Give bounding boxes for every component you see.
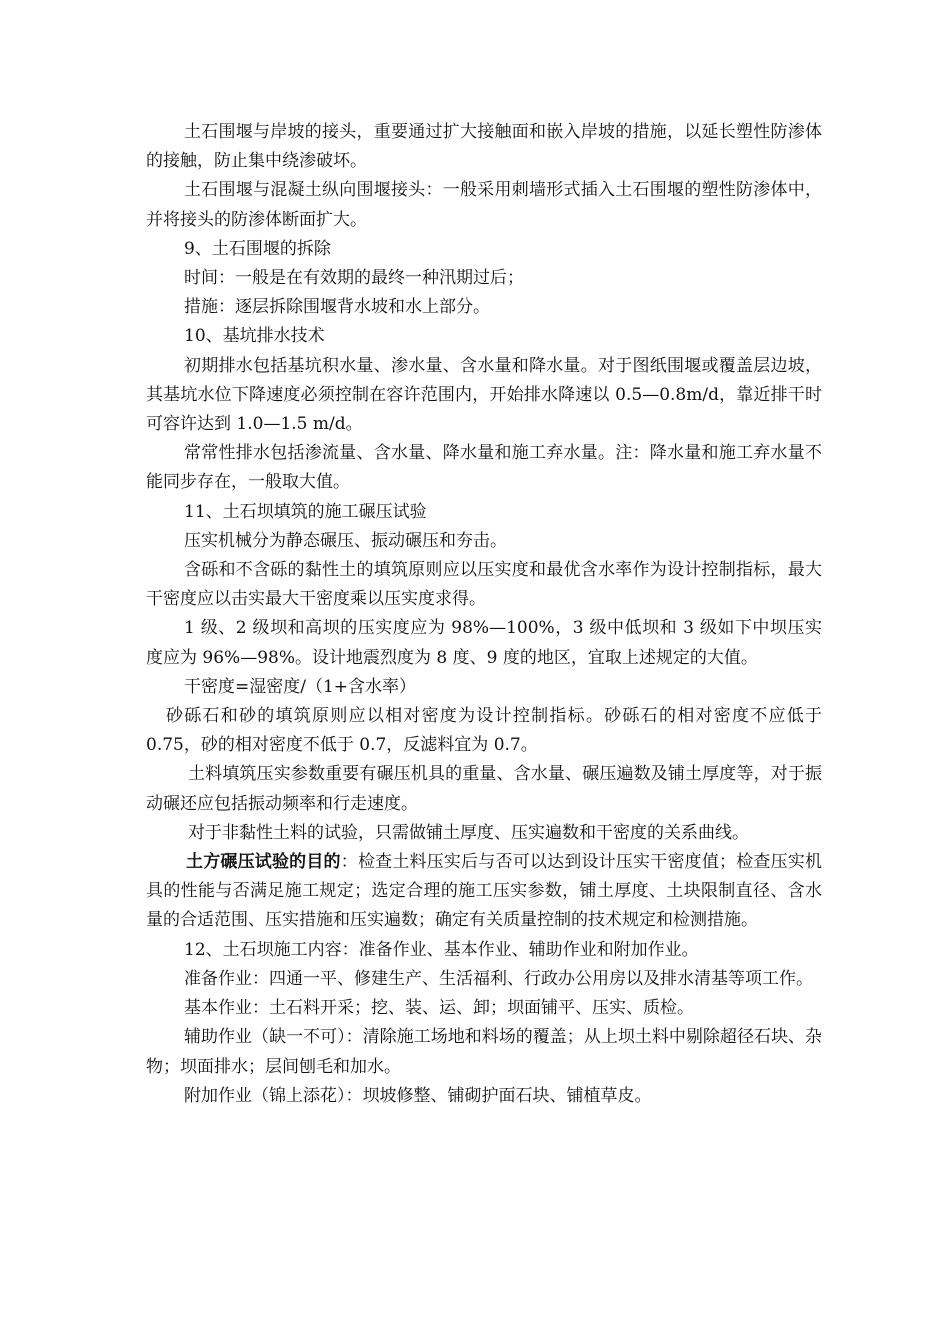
- paragraph: 附加作业（锦上添花）：坝坡修整、铺砌护面石块、铺植草皮。: [184, 1085, 652, 1106]
- section-heading: 11、土石坝填筑的施工碾压试验: [184, 501, 427, 522]
- paragraph: 准备作业：四通一平、修建生产、生活福利、行政办公用房以及排水清基等项工作。: [184, 968, 813, 989]
- paragraph: 1 级、2 级坝和高坝的压实度应为 98%—100%，3 级中低坝和 3 级如下中坝压实度应为 96%—98%。设计地震烈度为 8 度、9 度的地区，宜取上述规定的大值。: [146, 618, 822, 668]
- paragraph-test-purpose: [146, 848, 822, 936]
- paragraph: 初期排水包括基坑积水量、渗水量、含水量和降水量。对于图纸围堰或覆盖层边坡，其基坑水位下降速度必须控制在容许范围内，开始排水降速以 0.5—0.8m/d，靠近排干时可容许达到 1.0—1.5 m/d。: [146, 355, 822, 435]
- formula-line: 干密度=湿密度/（1+含水率）: [184, 676, 417, 697]
- paragraph: 基本作业：土石料开采；挖、装、运、卸；坝面铺平、压实、质检。: [184, 998, 694, 1019]
- paragraph: 时间：一般是在有效期的最终一种汛期过后；: [184, 268, 524, 289]
- paragraph: 含砾和不含砾的黏性土的填筑原则应以压实度和最优含水率作为设计控制指标，最大干密度应以击实最大干密度乘以压实度求得。: [146, 560, 822, 610]
- paragraph-text: ：检查土料压实后与否可以达到设计压实干密度值；检查压实机具的性能与否满足施工规定；选定合理的施工压实参数，铺土厚度、土块限制直径、含水量的合适范围、压实措施和压实遍数；确定有关质量控制的技术规定和检测措施。: [146, 852, 822, 931]
- paragraph: 砂砾石和砂的填筑原则应以相对密度为设计控制指标。砂砾石的相对密度不应低于 0.75，砂的相对密度不低于 0.7，反滤料宜为 0.7。: [146, 706, 822, 756]
- paragraph: 辅助作业（缺一不可）：清除施工场地和料场的覆盖；从上坝土料中剔除超径石块、杂物；坝面排水；层间刨毛和加水。: [146, 1027, 822, 1077]
- paragraph: 土石围堰与混凝土纵向围堰接头：一般采用刺墙形式插入土石围堰的塑性防渗体中，并将接头的防渗体断面扩大。: [146, 180, 822, 230]
- paragraph: 压实机械分为静态碾压、振动碾压和夯击。: [184, 530, 507, 551]
- paragraph: 土石围堰与岸坡的接头，重要通过扩大接触面和嵌入岸坡的措施，以延长塑性防渗体的接触，防止集中绕渗破坏。: [146, 122, 822, 172]
- bold-lead: 土方碾压试验的目的: [186, 852, 341, 873]
- document-body: [146, 118, 822, 1111]
- paragraph: 对于非黏性土料的试验，只需做铺土厚度、压实遍数和干密度的关系曲线。: [188, 822, 749, 843]
- section-heading: 12、土石坝施工内容：准备作业、基本作业、辅助作业和附加作业。: [184, 939, 699, 960]
- section-heading: 10、基坑排水技术: [184, 326, 325, 347]
- paragraph: 常常性排水包括渗流量、含水量、降水量和施工弃水量。注：降水量和施工弃水量不能同步存在，一般取大值。: [146, 443, 822, 493]
- paragraph: 措施：逐层拆除围堰背水坡和水上部分。: [184, 297, 490, 318]
- section-heading: 9、土石围堰的拆除: [184, 238, 331, 259]
- paragraph: 土料填筑压实参数重要有碾压机具的重量、含水量、碾压遍数及铺土厚度等，对于振动碾还应包括振动频率和行走速度。: [146, 764, 822, 814]
